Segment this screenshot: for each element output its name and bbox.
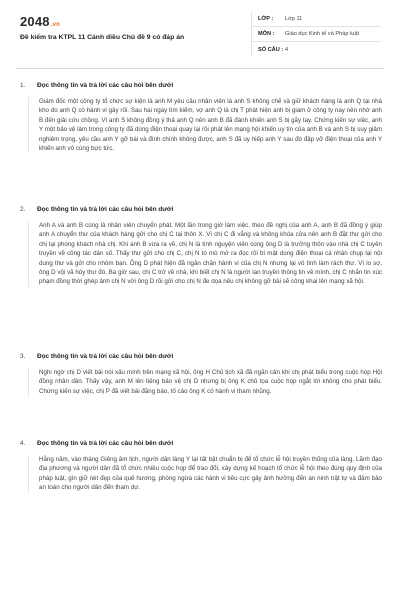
- question-heading-text: Đọc thông tin và trả lời các câu hỏi bên dưới: [37, 82, 174, 89]
- logo-suffix: .vn: [50, 22, 61, 28]
- question-heading: [20, 82, 173, 89]
- question-passage: Giám đốc một công ty tổ chức sự kiện là anh M yêu cầu nhân viên là anh S không chế và giữ khách hàng là anh Q tại nhà kho do anh Q có hành vi gây rối. Sau hai ngày tìm kiếm, vợ anh Q là chị T phát hiện anh bị giam ở công ty nay nên nhờ anh B đến giải cứu chồng. Vì anh S không đồng ý thả anh Q nên anh B đã đánh khiến anh S bị gãy tay. Chứng kiến sự việc, anh Y một bảo vệ làm trong công ty đã dùng điện thoại quay lại rồi phát lên mạng hội khiến uy tín của anh B và anh S bị suy giảm nghiêm trọng, yêu cầu anh Y gỡ bài và đính chính không được, anh S đã uy hiếp anh Y sau đó đập vỡ điện thoại của anh Y khiến anh vô cùng bực tức.: [28, 97, 386, 153]
- logo-text: 2048: [20, 14, 50, 29]
- site-logo[interactable]: [20, 14, 60, 29]
- question-number: 2.: [20, 206, 26, 213]
- question-heading-text: Đọc thông tin và trả lời các câu hỏi bên dưới: [37, 353, 174, 360]
- header-divider: [16, 68, 384, 69]
- meta-label: LỚP :: [258, 16, 274, 22]
- page-header: [0, 0, 400, 64]
- question-number: 4.: [20, 440, 26, 447]
- question-number: 3.: [20, 353, 26, 360]
- question-passage: Anh A và anh B cùng là nhân viên chuyển phát. Một lần trong giờ làm việc, theo đề nghị của anh A, anh B đã đồng ý giúp anh A chuyển thư của khách hàng gửi cho chị C tại thôn X. Vì chị C đi vắng và không khóa cửa nên anh B đặt thư gửi cho chị tại phòng khách nhà chị. Khi anh B vừa ra về, chị N là tình nguyện viên cùng ông D là trưởng thôn vào nhà chị C tuyên truyền về công tác dân số. Thấy thư gửi cho chị C, chị N tò mò mở ra đọc rồi bí mật dùng điện thoại cá nhân chụp lại nội dung thư và gửi cho nhóm bạn. Ông D phát hiện đã ngăn chặn hành vi của chị N nhưng lại vô tình làm rách thư. Vì lo sợ, ông D vội vã hủy thư đó. Ba giờ sau, chị C trở về nhà, khi biết chị N là người lan truyền thông tin về mình, chị C nhắn tin xúc phạm đồng thời ghép ảnh chị N với ông D rồi gửi cho chị N đe dọa nếu chị không gỡ bài sẽ công khai lên mạng xã hội.: [28, 221, 386, 287]
- question-heading: [20, 440, 173, 447]
- meta-row-question-count: [252, 42, 381, 57]
- question-heading-text: Đọc thông tin và trả lời các câu hỏi bên dưới: [37, 206, 174, 213]
- question-heading-text: Đọc thông tin và trả lời các câu hỏi bên dưới: [37, 440, 174, 447]
- question-passage: Nghi ngờ chị D viết bài nói xấu mình trên mạng xã hội, ông H Chủ tịch xã đã ngăn cản khi chị phát biểu trong cuộc họp Hội đồng nhân dân. Thấy vậy, anh M lên tiếng bảo vệ chị D nhưng bị ông K chủ tọa cuộc họp ngắt lời không cho phát biểu. Chứng kiến sự việc, chị P đã viết bài đăng báo, tố cáo ông K có hành vi tham nhũng.: [28, 368, 386, 396]
- meta-label: MÔN :: [258, 31, 275, 37]
- question-heading: [20, 206, 173, 213]
- meta-value: 4: [285, 46, 289, 53]
- question-passage: Hằng năm, vào tháng Giêng âm lịch, người dân làng Y lại tất bật chuẩn bị để tổ chức lễ hội truyền thống của làng. Lãnh đạo địa phương và người dân đã tổ chức nhiều cuộc họp để trao đổi, xây dựng kế hoạch tổ chức lễ hội theo đúng quy định của pháp luật, gìn giữ nét đẹp của quê hương, phòng ngừa các hành vi tiêu cực gây ảnh hưởng đến an ninh trật tự và đảm bảo an toàn cho người dân đến tham dự.: [28, 455, 386, 493]
- exam-meta-table: [251, 12, 381, 57]
- meta-row-subject: [252, 27, 381, 42]
- page-title: Đề kiểm tra KTPL 11 Cánh diều Chủ đề 9 có đáp án: [20, 34, 185, 41]
- meta-row-class: [252, 12, 381, 27]
- meta-label: SỐ CÂU :: [258, 46, 284, 53]
- question-heading: [20, 353, 173, 360]
- meta-value: Lớp 11: [285, 16, 303, 22]
- meta-value: Giáo dục Kinh tế và Pháp luật: [285, 31, 360, 37]
- question-number: 1.: [20, 82, 26, 89]
